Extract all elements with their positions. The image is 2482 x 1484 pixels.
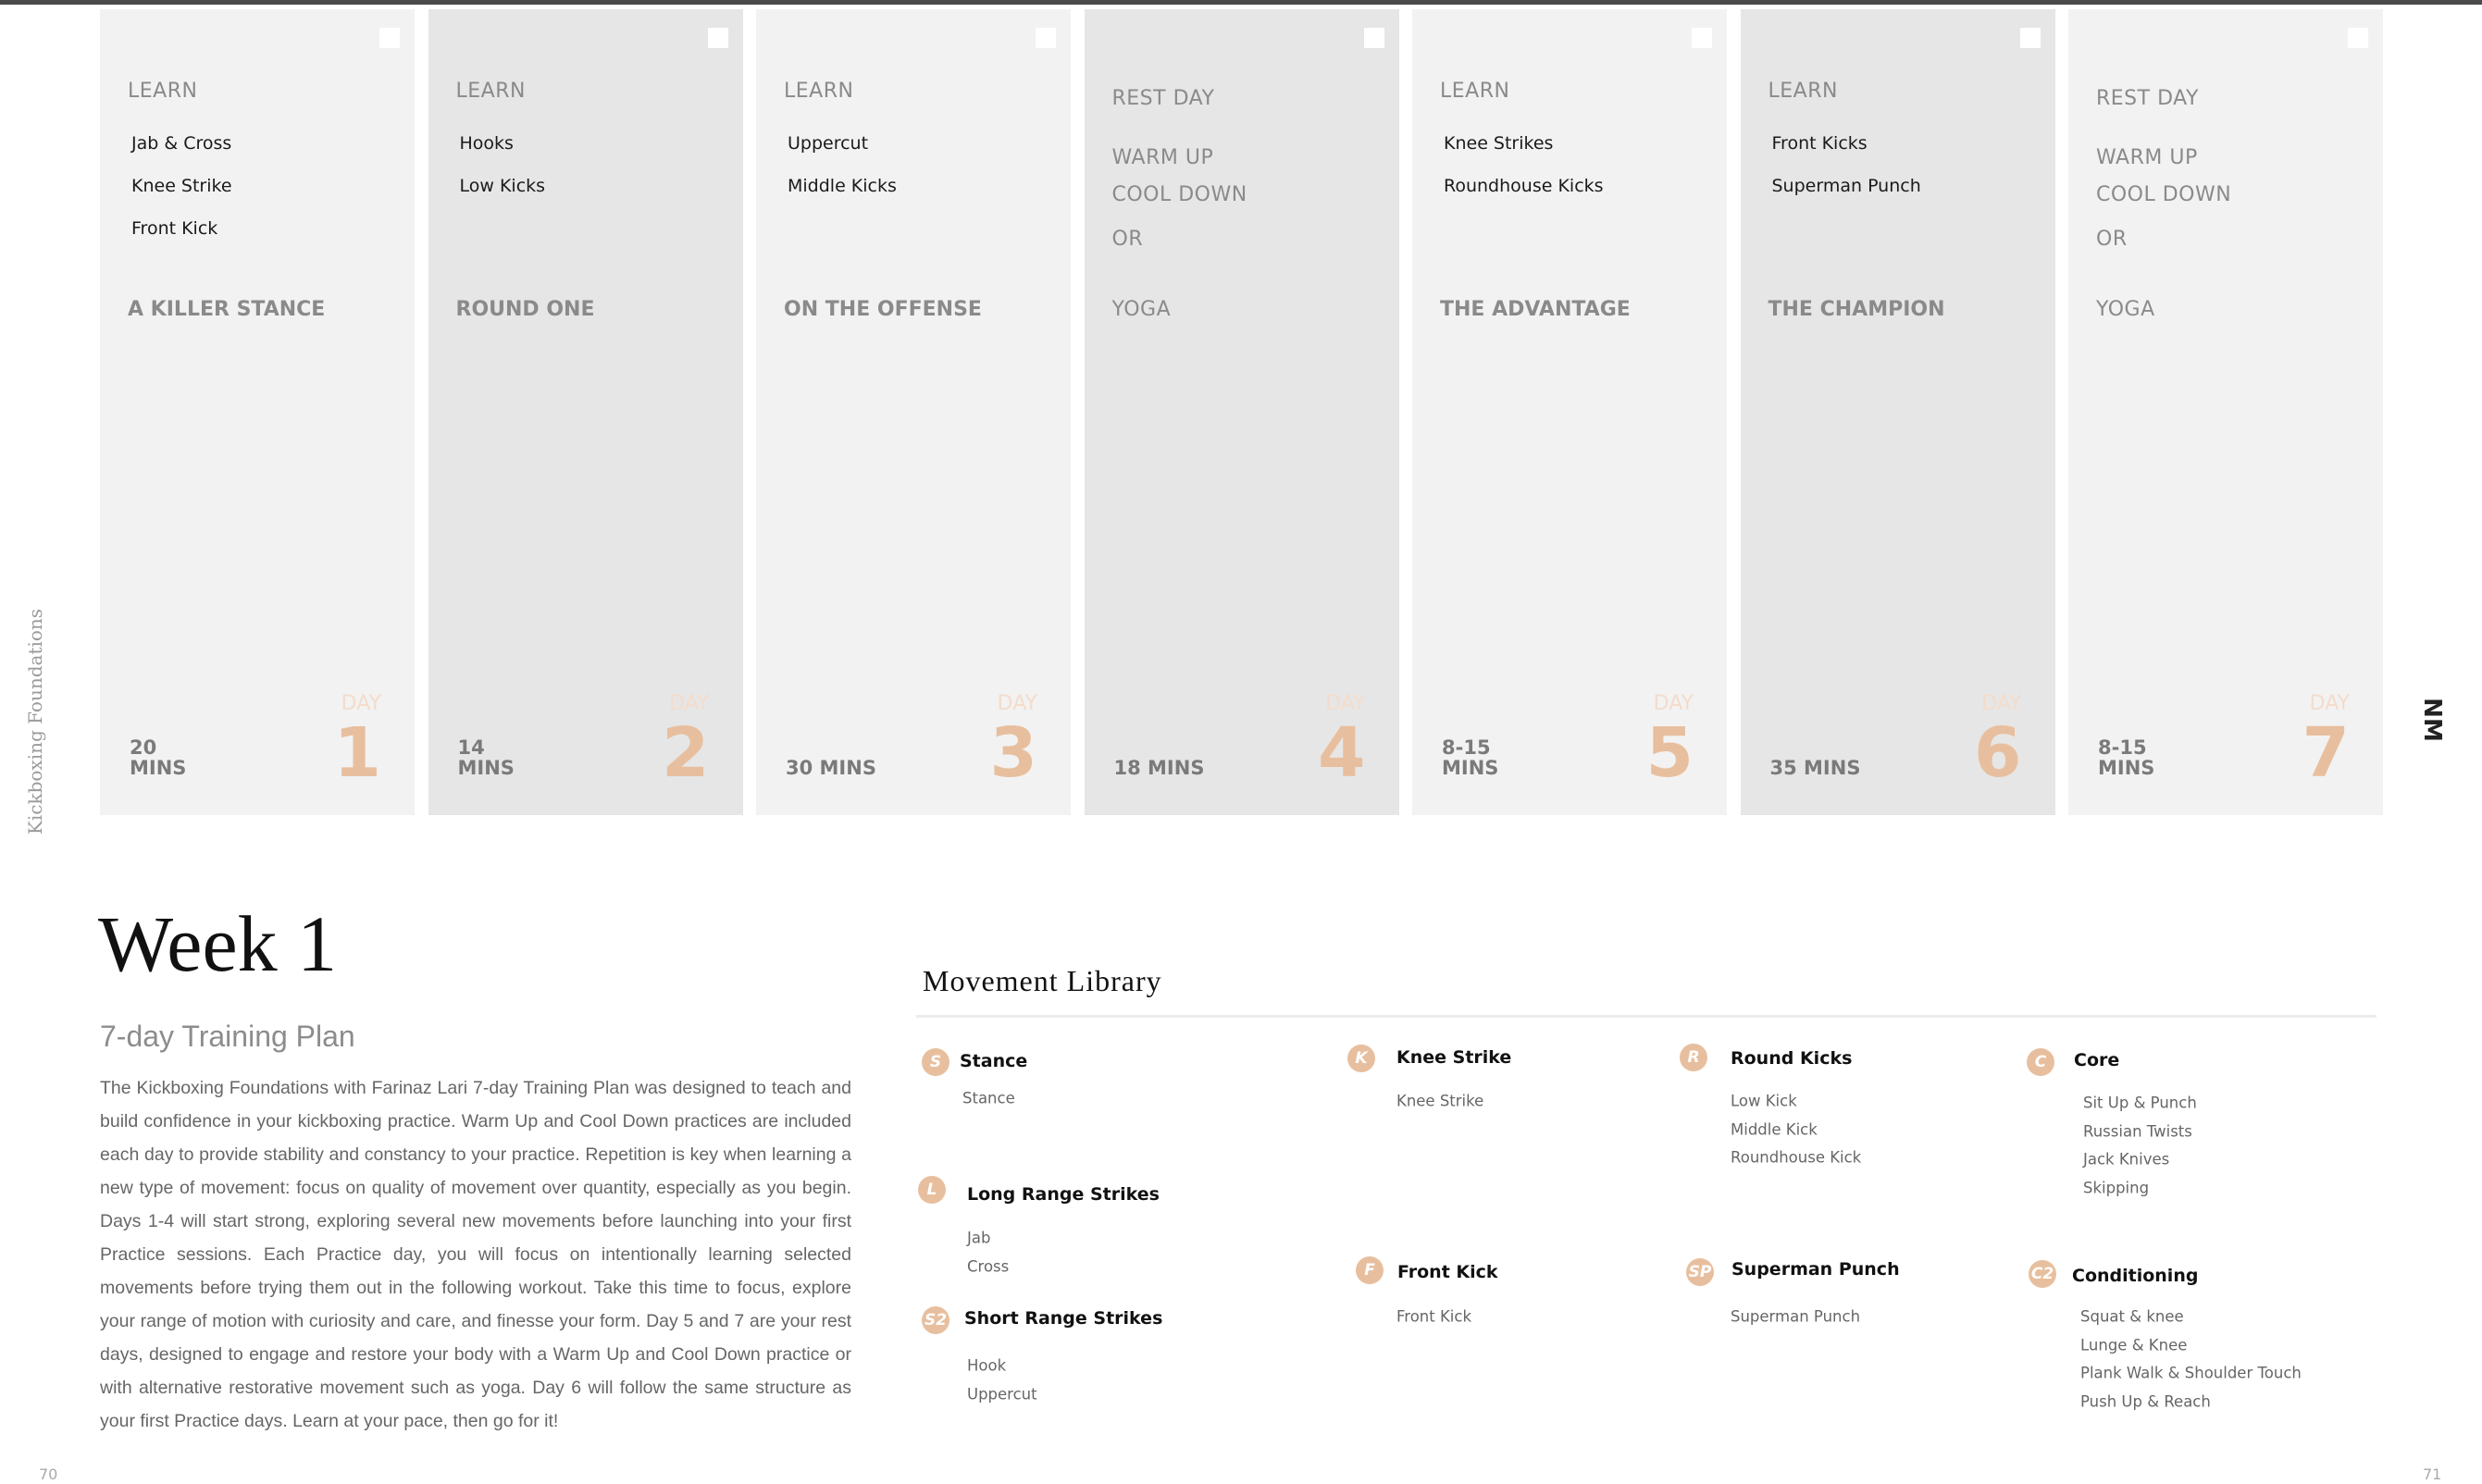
day-number: 1: [333, 713, 381, 793]
movement-item: Russian Twists: [2083, 1122, 2192, 1140]
completion-checkbox[interactable]: [1036, 28, 1056, 48]
day-label: DAY: [669, 692, 710, 715]
group-title: Superman Punch: [1731, 1259, 1900, 1280]
group-title: Round Kicks: [1731, 1048, 1853, 1069]
learn-item: Roundhouse Kicks: [1444, 176, 1604, 196]
duration-text: 8-15: [2098, 736, 2147, 759]
movement-item: Roundhouse Kick: [1731, 1148, 1862, 1167]
day-number: 3: [989, 713, 1037, 793]
day-number: 4: [1318, 713, 1366, 793]
duration-text: 14: [457, 736, 485, 759]
movement-item: Push Up & Reach: [2080, 1392, 2211, 1410]
badge-icon: L: [918, 1176, 946, 1204]
rest-option: OR: [1111, 228, 1144, 251]
movement-item: Knee Strike: [1396, 1092, 1484, 1110]
day-card-4: [1085, 9, 1399, 815]
day-label: DAY: [997, 692, 1037, 715]
movement-item: Middle Kick: [1731, 1120, 1818, 1138]
week-title: Week 1: [98, 899, 338, 988]
group-title: Front Kick: [1397, 1262, 1498, 1282]
nm-logo: NM: [2418, 698, 2446, 742]
completion-checkbox[interactable]: [1692, 28, 1712, 48]
learn-item: Front Kicks: [1771, 133, 1868, 154]
completion-checkbox[interactable]: [1364, 28, 1384, 48]
card-label: LEARN: [784, 80, 854, 103]
day-label: DAY: [341, 692, 381, 715]
movement-item: Skipping: [2083, 1179, 2150, 1196]
duration-text: 30 MINS: [786, 757, 876, 779]
learn-item: Hooks: [459, 133, 514, 154]
rest-option: COOL DOWN: [2096, 183, 2232, 206]
window-top-bar: [0, 0, 2482, 5]
movement-item: Superman Punch: [1731, 1307, 1861, 1326]
duration: [1114, 758, 1205, 778]
day-label: DAY: [1981, 692, 2022, 715]
movement-library-title: Movement Library: [923, 964, 1162, 997]
book-side-title: Kickboxing Foundations: [24, 608, 46, 835]
completion-checkbox[interactable]: [708, 28, 728, 48]
card-label: LEARN: [455, 80, 526, 103]
duration-text: 8-15: [1442, 736, 1491, 759]
day-number: 6: [1974, 713, 2022, 793]
rest-option: YOGA: [2096, 298, 2155, 321]
workout-title: ROUND ONE: [455, 298, 595, 321]
movement-item: Stance: [962, 1089, 1015, 1107]
badge-icon: C2: [2029, 1260, 2056, 1288]
card-label: LEARN: [1440, 80, 1510, 103]
rest-option: OR: [2096, 228, 2128, 251]
duration: [1442, 737, 1498, 778]
badge-icon: S: [922, 1048, 949, 1076]
badge-icon: S2: [922, 1306, 949, 1334]
duration: [458, 737, 515, 778]
duration-text: 18 MINS: [1113, 757, 1205, 779]
movement-item: Cross: [967, 1257, 1010, 1275]
movement-item: Uppercut: [967, 1385, 1037, 1403]
rest-option: YOGA: [1111, 298, 1172, 321]
duration: [2098, 737, 2154, 778]
learn-item: Low Kicks: [459, 176, 546, 196]
movement-item: Plank Walk & Shoulder Touch: [2080, 1364, 2302, 1382]
rest-option: COOL DOWN: [1111, 183, 1247, 206]
group-title: Knee Strike: [1396, 1047, 1512, 1068]
plan-description: The Kickboxing Foundations with Farinaz Lari 7-day Training Plan was designed to teach and build confidence in your kickboxing practice. Warm Up and Cool Down practices are included each day to provide stability and constancy to your practice. Repetition is key when learning a new type of movement: focus on quality of movement over quantity, especially as you begin. Days 1-4 will start strong, exploring several new movements before launching into your first Practice sessions. Each Practice day, you will focus on intentionally learning selected movements before trying them out in the following workout. Take this time to focus, explore your range of motion with curiosity and care, and finesse your form. Day 5 and 7 are your rest days, designed to engage and restore your body with a Warm Up and Cool Down practice or with alternative restorative movement such as yoga. Day 6 will follow the same structure as your first Practice days. Learn at your pace, then go for it!: [100, 1078, 851, 1431]
badge-icon: SP: [1686, 1258, 1714, 1286]
duration-text: MINS: [130, 757, 187, 779]
day-label: DAY: [2309, 692, 2350, 715]
movement-item: Hook: [967, 1356, 1007, 1375]
completion-checkbox[interactable]: [2348, 28, 2368, 48]
badge-icon: R: [1680, 1044, 1707, 1071]
card-label: LEARN: [128, 80, 198, 103]
plan-title: 7-day Training Plan: [100, 1020, 355, 1053]
day-card-1: [100, 9, 415, 815]
day-label: DAY: [1653, 692, 1694, 715]
duration-text: 20: [130, 736, 157, 759]
group-title: Conditioning: [2072, 1266, 2199, 1286]
duration: [130, 737, 186, 778]
movement-item: Front Kick: [1396, 1307, 1472, 1326]
page-number-right: 71: [2423, 1465, 2442, 1483]
learn-item: Knee Strikes: [1444, 133, 1554, 154]
duration-text: MINS: [1442, 757, 1499, 779]
badge-icon: K: [1347, 1045, 1375, 1072]
day-number: 2: [662, 713, 710, 793]
duration: [1770, 758, 1861, 778]
badge-icon: F: [1356, 1256, 1384, 1284]
learn-item: Knee Strike: [131, 176, 232, 196]
duration: [786, 758, 876, 778]
day-card-2: [428, 9, 743, 815]
day-card-5: [1412, 9, 1727, 815]
duration-text: 35 MINS: [1769, 757, 1861, 779]
movement-item: Jack Knives: [2083, 1150, 2170, 1169]
rest-option: WARM UP: [1111, 146, 1214, 169]
day-number: 7: [2302, 713, 2350, 793]
group-title: Short Range Strikes: [964, 1308, 1163, 1329]
workout-title: A KILLER STANCE: [128, 298, 326, 321]
workout-title: THE ADVANTAGE: [1440, 298, 1631, 321]
duration-text: MINS: [457, 757, 515, 779]
page-number-left: 70: [39, 1465, 58, 1483]
learn-item: Superman Punch: [1771, 176, 1921, 196]
movement-item: Squat & knee: [2080, 1307, 2184, 1326]
day-card-6: [1741, 9, 2055, 815]
learn-item: Jab & Cross: [131, 133, 232, 154]
learn-item: Middle Kicks: [788, 176, 897, 196]
divider: [916, 1015, 2377, 1018]
card-label: LEARN: [1768, 80, 1838, 103]
group-title: Stance: [960, 1051, 1028, 1071]
movement-item: Jab: [967, 1229, 991, 1247]
day-number: 5: [1645, 713, 1694, 793]
workout-title: ON THE OFFENSE: [784, 298, 982, 321]
movement-item: Lunge & Knee: [2080, 1336, 2188, 1354]
day-label: DAY: [1325, 692, 1366, 715]
card-label: REST DAY: [2096, 87, 2199, 110]
group-title: Core: [2074, 1050, 2120, 1070]
completion-checkbox[interactable]: [2020, 28, 2041, 48]
day-card-7: [2068, 9, 2383, 815]
card-label: REST DAY: [1111, 87, 1215, 110]
group-title: Long Range Strikes: [967, 1184, 1160, 1205]
badge-icon: C: [2027, 1048, 2054, 1076]
rest-option: WARM UP: [2096, 146, 2198, 169]
workout-title: THE CHAMPION: [1768, 298, 1945, 321]
learn-item: Front Kick: [131, 218, 218, 239]
duration-text: MINS: [2098, 757, 2155, 779]
day-card-3: [756, 9, 1071, 815]
completion-checkbox[interactable]: [379, 28, 400, 48]
learn-item: Uppercut: [788, 133, 869, 154]
movement-item: Sit Up & Punch: [2083, 1094, 2197, 1112]
movement-item: Low Kick: [1731, 1092, 1797, 1110]
